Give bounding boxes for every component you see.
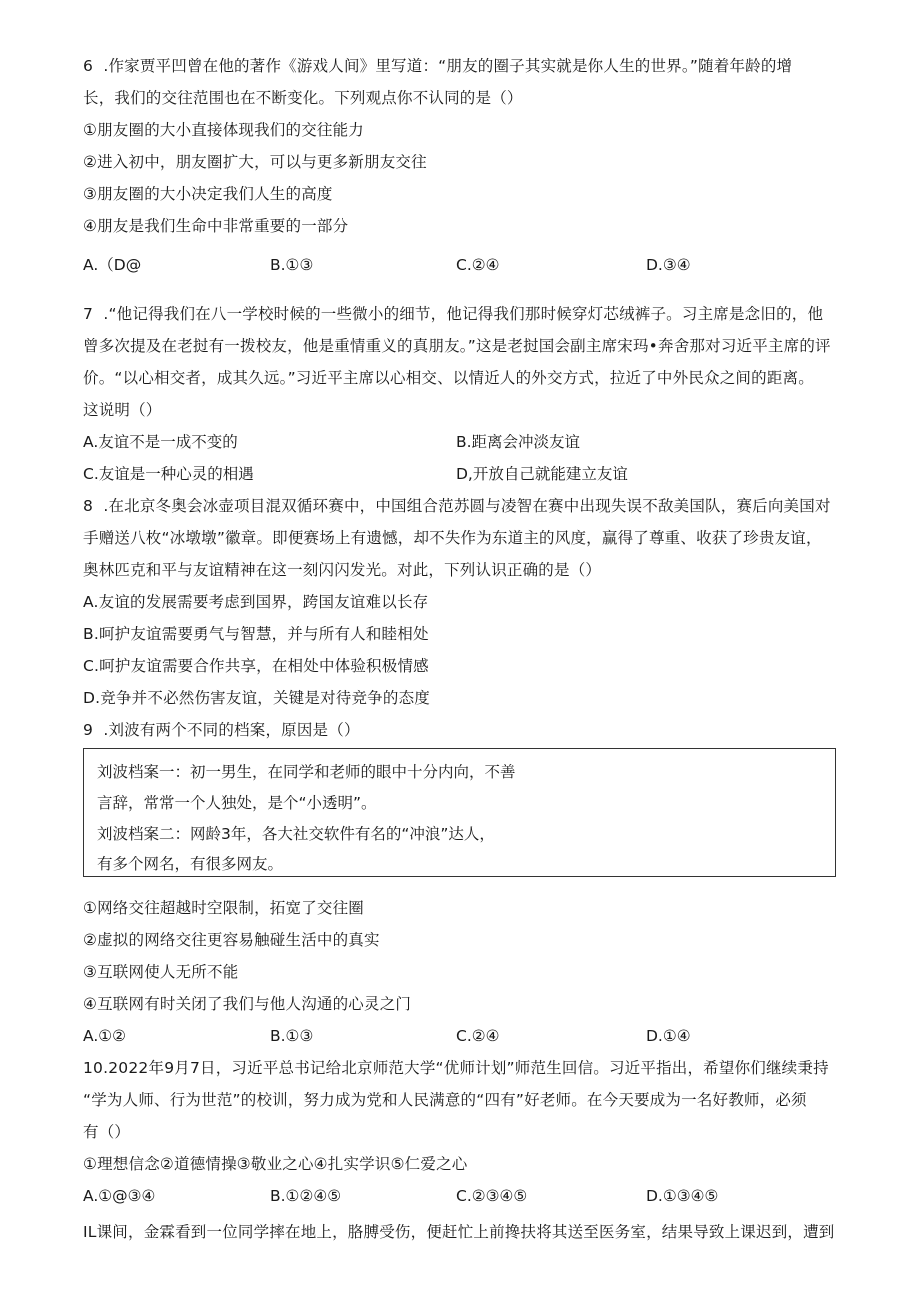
q8-option-c[interactable]: C.呵护友谊需要合作共享，在相处中体验积极情感 <box>83 657 429 675</box>
q6-option-d[interactable]: D.③④ <box>646 256 691 274</box>
q6-item-3: ③朋友圈的大小决定我们人生的高度 <box>83 185 333 203</box>
q6-stem-line-1: 6 .作家贾平凹曾在他的著作《游戏人间》里写道：“朋友的圈子其实就是你人生的世界。”随着年龄的增 <box>83 57 793 75</box>
q6-option-b[interactable]: B.①③ <box>270 256 314 274</box>
q10-option-c[interactable]: C.②③④⑤ <box>456 1187 528 1205</box>
q9-stem-line-1: 9 .刘波有两个不同的档案，原因是（） <box>83 721 360 739</box>
q9-item-4: ④互联网有时关闭了我们与他人沟通的心灵之门 <box>83 995 412 1013</box>
q9-item-2: ②虚拟的网络交往更容易触碰生活中的真实 <box>83 931 380 949</box>
q9-box-line-3: 刘波档案二：网龄3年，各大社交软件有名的“冲浪”达人， <box>97 825 495 843</box>
q9-item-3: ③互联网使人无所不能 <box>83 963 239 981</box>
q7-stem-line-3: 价。“以心相交者，成其久远。”习近平主席以心相交、以情近人的外交方式，拉近了中外民众之间的距离。 <box>83 369 814 387</box>
q10-option-d[interactable]: D.①③④⑤ <box>646 1187 719 1205</box>
q8-option-b[interactable]: B.呵护友谊需要勇气与智慧，并与所有人和睦相处 <box>83 625 429 643</box>
q9-profile-box <box>83 748 836 877</box>
q9-option-a[interactable]: A.①② <box>83 1027 127 1045</box>
q6-item-1: ①朋友圈的大小直接体现我们的交往能力 <box>83 121 364 139</box>
q7-stem-line-2: 曾多次提及在老挝有一拨校友，他是重情重义的真朋友。”这是老挝国会副主席宋玛•奔舍那对习近平主席的评 <box>83 337 831 355</box>
q7-option-a[interactable]: A.友谊不是一成不变的 <box>83 433 238 451</box>
q6-stem-line-2: 长，我们的交往范围也在不断变化。下列观点你不认同的是（） <box>83 89 523 107</box>
q10-option-a[interactable]: A.①@③④ <box>83 1187 156 1205</box>
q6-option-c[interactable]: C.②④ <box>456 256 500 274</box>
q6-option-a[interactable]: A.（D@ <box>83 256 142 274</box>
q8-option-d[interactable]: D.竞争并不必然伤害友谊，关键是对待竞争的态度 <box>83 689 430 707</box>
q7-option-d[interactable]: D,开放自己就能建立友谊 <box>456 465 628 483</box>
q8-stem-line-2: 手赠送八枚“冰墩墩”徽章。即便赛场上有遗憾，却不失作为东道主的风度，赢得了尊重、收获了珍贵友谊， <box>83 529 822 547</box>
q6-item-2: ②进入初中，朋友圈扩大，可以与更多新朋友交往 <box>83 153 427 171</box>
q9-box-line-1: 刘波档案一：初一男生，在同学和老师的眼中十分内向，不善 <box>97 763 516 781</box>
q7-stem-line-4: 这说明（） <box>83 401 162 419</box>
q9-option-d[interactable]: D.①④ <box>646 1027 691 1045</box>
q9-box-line-2: 言辞，常常一个人独处，是个“小透明”。 <box>97 794 377 812</box>
q9-option-b[interactable]: B.①③ <box>270 1027 314 1045</box>
q6-item-4: ④朋友是我们生命中非常重要的一部分 <box>83 217 349 235</box>
q9-option-c[interactable]: C.②④ <box>456 1027 500 1045</box>
q8-stem-line-1: 8 .在北京冬奥会冰壶项目混双循环赛中，中国组合范苏圆与凌智在赛中出现失误不敌美国队，赛后向美国对 <box>83 497 831 515</box>
q9-box-line-4: 有多个网名，有很多网友。 <box>97 855 284 873</box>
q10-stem-line-2: “学为人师、行为世范”的校训，努力成为党和人民满意的“四有”好老师。在今天要成为一名好教师，必须 <box>83 1091 807 1109</box>
q8-stem-line-3: 奥林匹克和平与友谊精神在这一刻闪闪发光。对此，下列认识正确的是（） <box>83 561 602 579</box>
q7-option-b[interactable]: B.距离会冲淡友谊 <box>456 433 581 451</box>
q11-stem-line-1: IL课间，金霖看到一位同学摔在地上，胳膊受伤，便赶忙上前搀扶将其送至医务室，结果导致上课迟到，遭到 <box>83 1223 835 1241</box>
q7-option-c[interactable]: C.友谊是一种心灵的相遇 <box>83 465 254 483</box>
q10-stem-line-1: 10.2022年9月7日，习近平总书记给北京师范大学“优师计划”师范生回信。习近平指出，希望你们继续秉持 <box>83 1059 829 1077</box>
q9-item-1: ①网络交往超越时空限制，拓宽了交往圈 <box>83 899 364 917</box>
q8-option-a[interactable]: A.友谊的发展需要考虑到国界，跨国友谊难以长存 <box>83 593 429 611</box>
q10-item-list: ①理想信念②道德情操③敬业之心④扎实学识⑤仁爱之心 <box>83 1155 468 1173</box>
q10-stem-line-3: 有（） <box>83 1123 131 1141</box>
q7-stem-line-1: 7 .“他记得我们在八一学校时候的一些微小的细节，他记得我们那时候穿灯芯绒裤子。习主席是念旧的，他 <box>83 305 824 323</box>
q10-option-b[interactable]: B.①②④⑤ <box>270 1187 342 1205</box>
